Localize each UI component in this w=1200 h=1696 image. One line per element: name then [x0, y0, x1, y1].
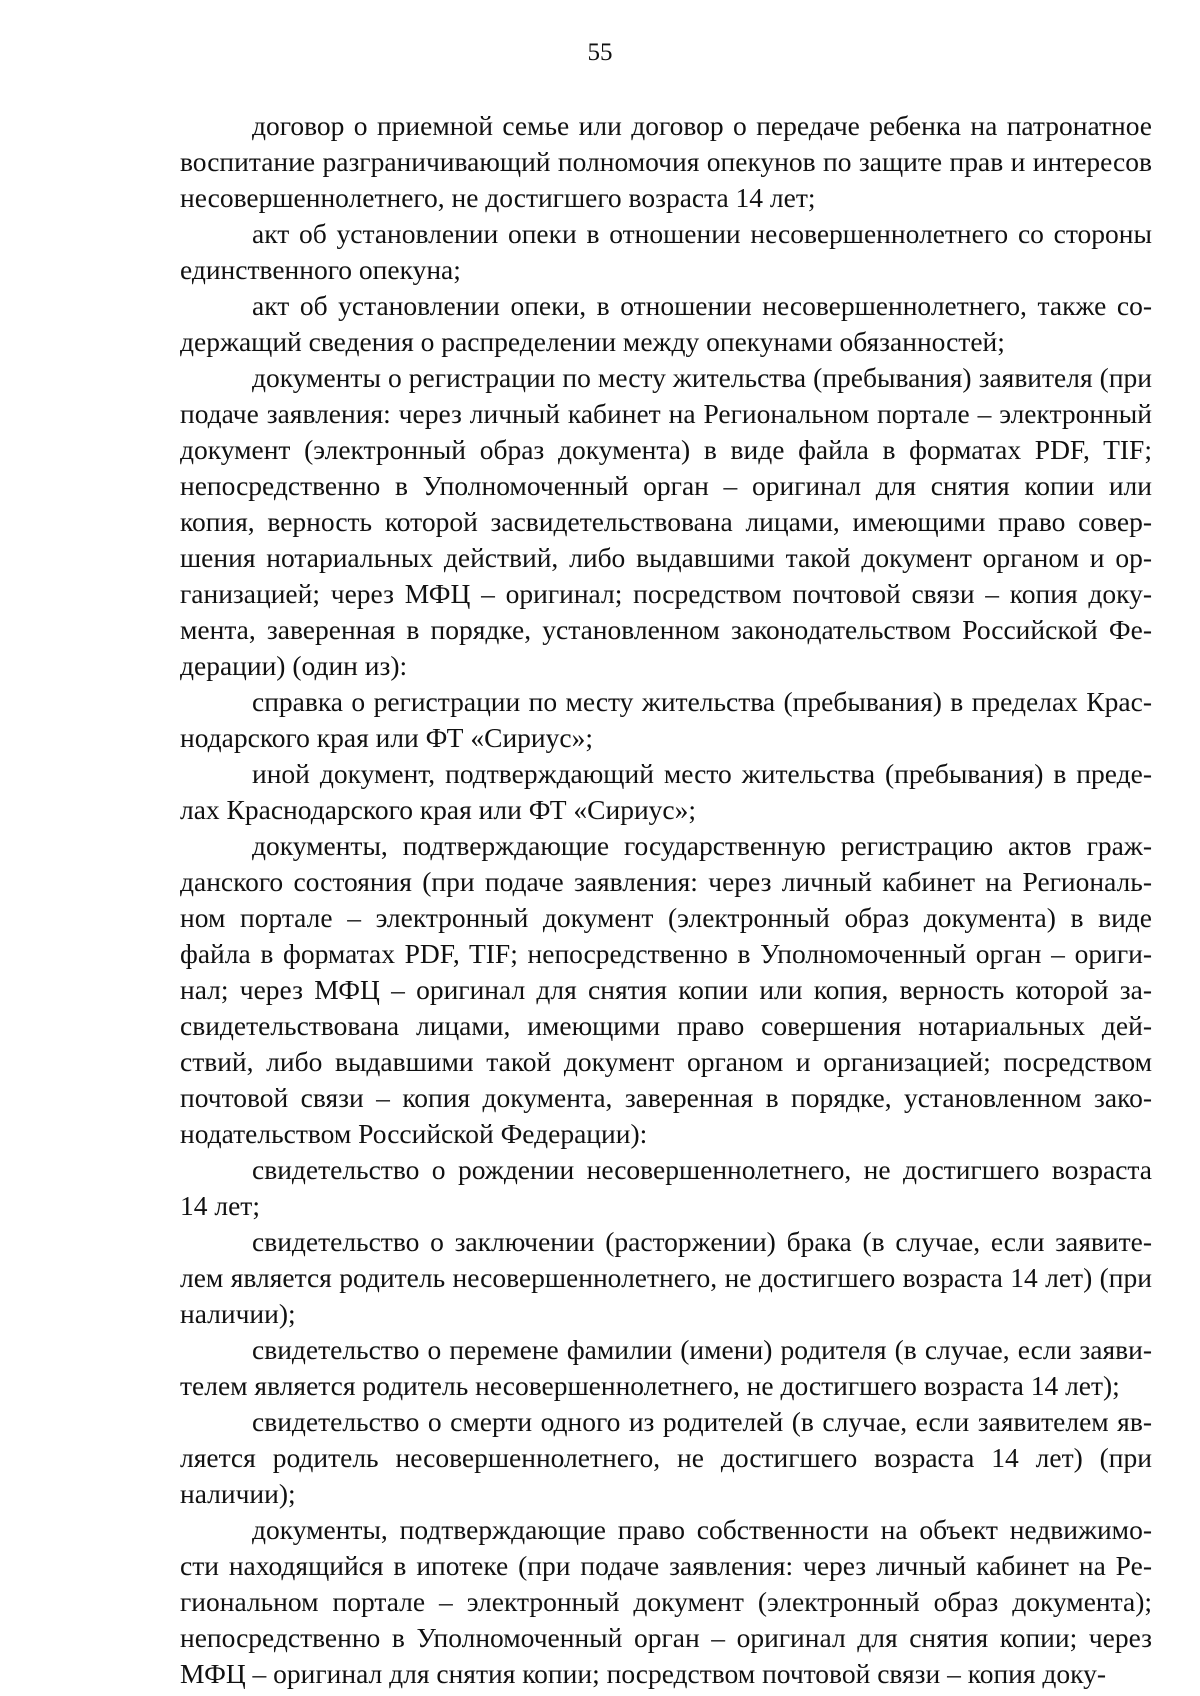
paragraph: документы, подтверждающие право собственности на объект недвижимости находящийся в ипотеке (при подаче заявления: через личный кабинет на Региональном портале – электронный документ (электронный образ документа); непосредственно в Уполномоченный орган – оригинал для снятия копии; через МФЦ – оригинал для снятия копии; посредством почтовой связи – копия доку- [180, 1514, 1152, 1689]
paragraph: документы, подтверждающие государственную регистрацию актов гражданского состояния (при подаче заявления: через личный кабинет на Региональном портале – электронный документ (электронный образ документа) в виде файла в форматах PDF, TIF; непосредственно в Уполномоченный орган – оригинал; через МФЦ – оригинал для снятия копии или копия, верность которой засвидетельствована лицами, имеющими право совершения нотариальных действий, либо выдавшими такой документ органом и организацией; посредством почтовой связи – копия документа, заверенная в порядке, установленном законодательством Российской Федерации): [180, 830, 1152, 1149]
paragraph: справка о регистрации по месту жительства (пребывания) в пределах Краснодарского края или ФТ «Сириус»; [180, 686, 1152, 753]
paragraph: акт об установлении опеки, в отношении несовершеннолетнего, также содержащий сведения о распределении между опекунами обязанностей; [180, 290, 1152, 357]
document-body [180, 108, 1152, 1692]
paragraph: акт об установлении опеки в отношении несовершеннолетнего со стороны единственного опекуна; [180, 218, 1152, 285]
paragraph: иной документ, подтверждающий место жительства (пребывания) в пределах Краснодарского края или ФТ «Сириус»; [180, 758, 1152, 825]
paragraph: свидетельство о заключении (расторжении) брака (в случае, если заявителем является родитель несовершеннолетнего, не достигшего возраста 14 лет) (при наличии); [180, 1226, 1152, 1329]
paragraph: свидетельство о рождении несовершеннолетнего, не достигшего возраста 14 лет; [180, 1154, 1152, 1221]
paragraph: документы о регистрации по месту жительства (пребывания) заявителя (при подаче заявления: через личный кабинет на Региональном портале – электронный документ (электронный образ документа) в виде файла в форматах PDF, TIF; непосредственно в Уполномоченный орган – оригинал для снятия копии или копия, верность которой засвидетельствована лицами, имеющими право совершения нотариальных действий, либо выдавшими такой документ органом и организацией; через МФЦ – оригинал; посредством почтовой связи – копия документа, заверенная в порядке, установленном законодательством Российской Федерации) (один из): [180, 362, 1152, 681]
paragraph: свидетельство о перемене фамилии (имени) родителя (в случае, если заявителем является родитель несовершеннолетнего, не достигшего возраста 14 лет); [180, 1334, 1152, 1401]
paragraph: свидетельство о смерти одного из родителей (в случае, если заявителем является родитель несовершеннолетнего, не достигшего возраста 14 лет) (при наличии); [180, 1406, 1152, 1509]
paragraph: договор о приемной семье или договор о передаче ребенка на патронатное воспитание разграничивающий полномочия опекунов по защите прав и интересов несовершеннолетнего, не достигшего возраста 14 лет; [180, 110, 1152, 213]
page-number: 55 [587, 39, 613, 66]
